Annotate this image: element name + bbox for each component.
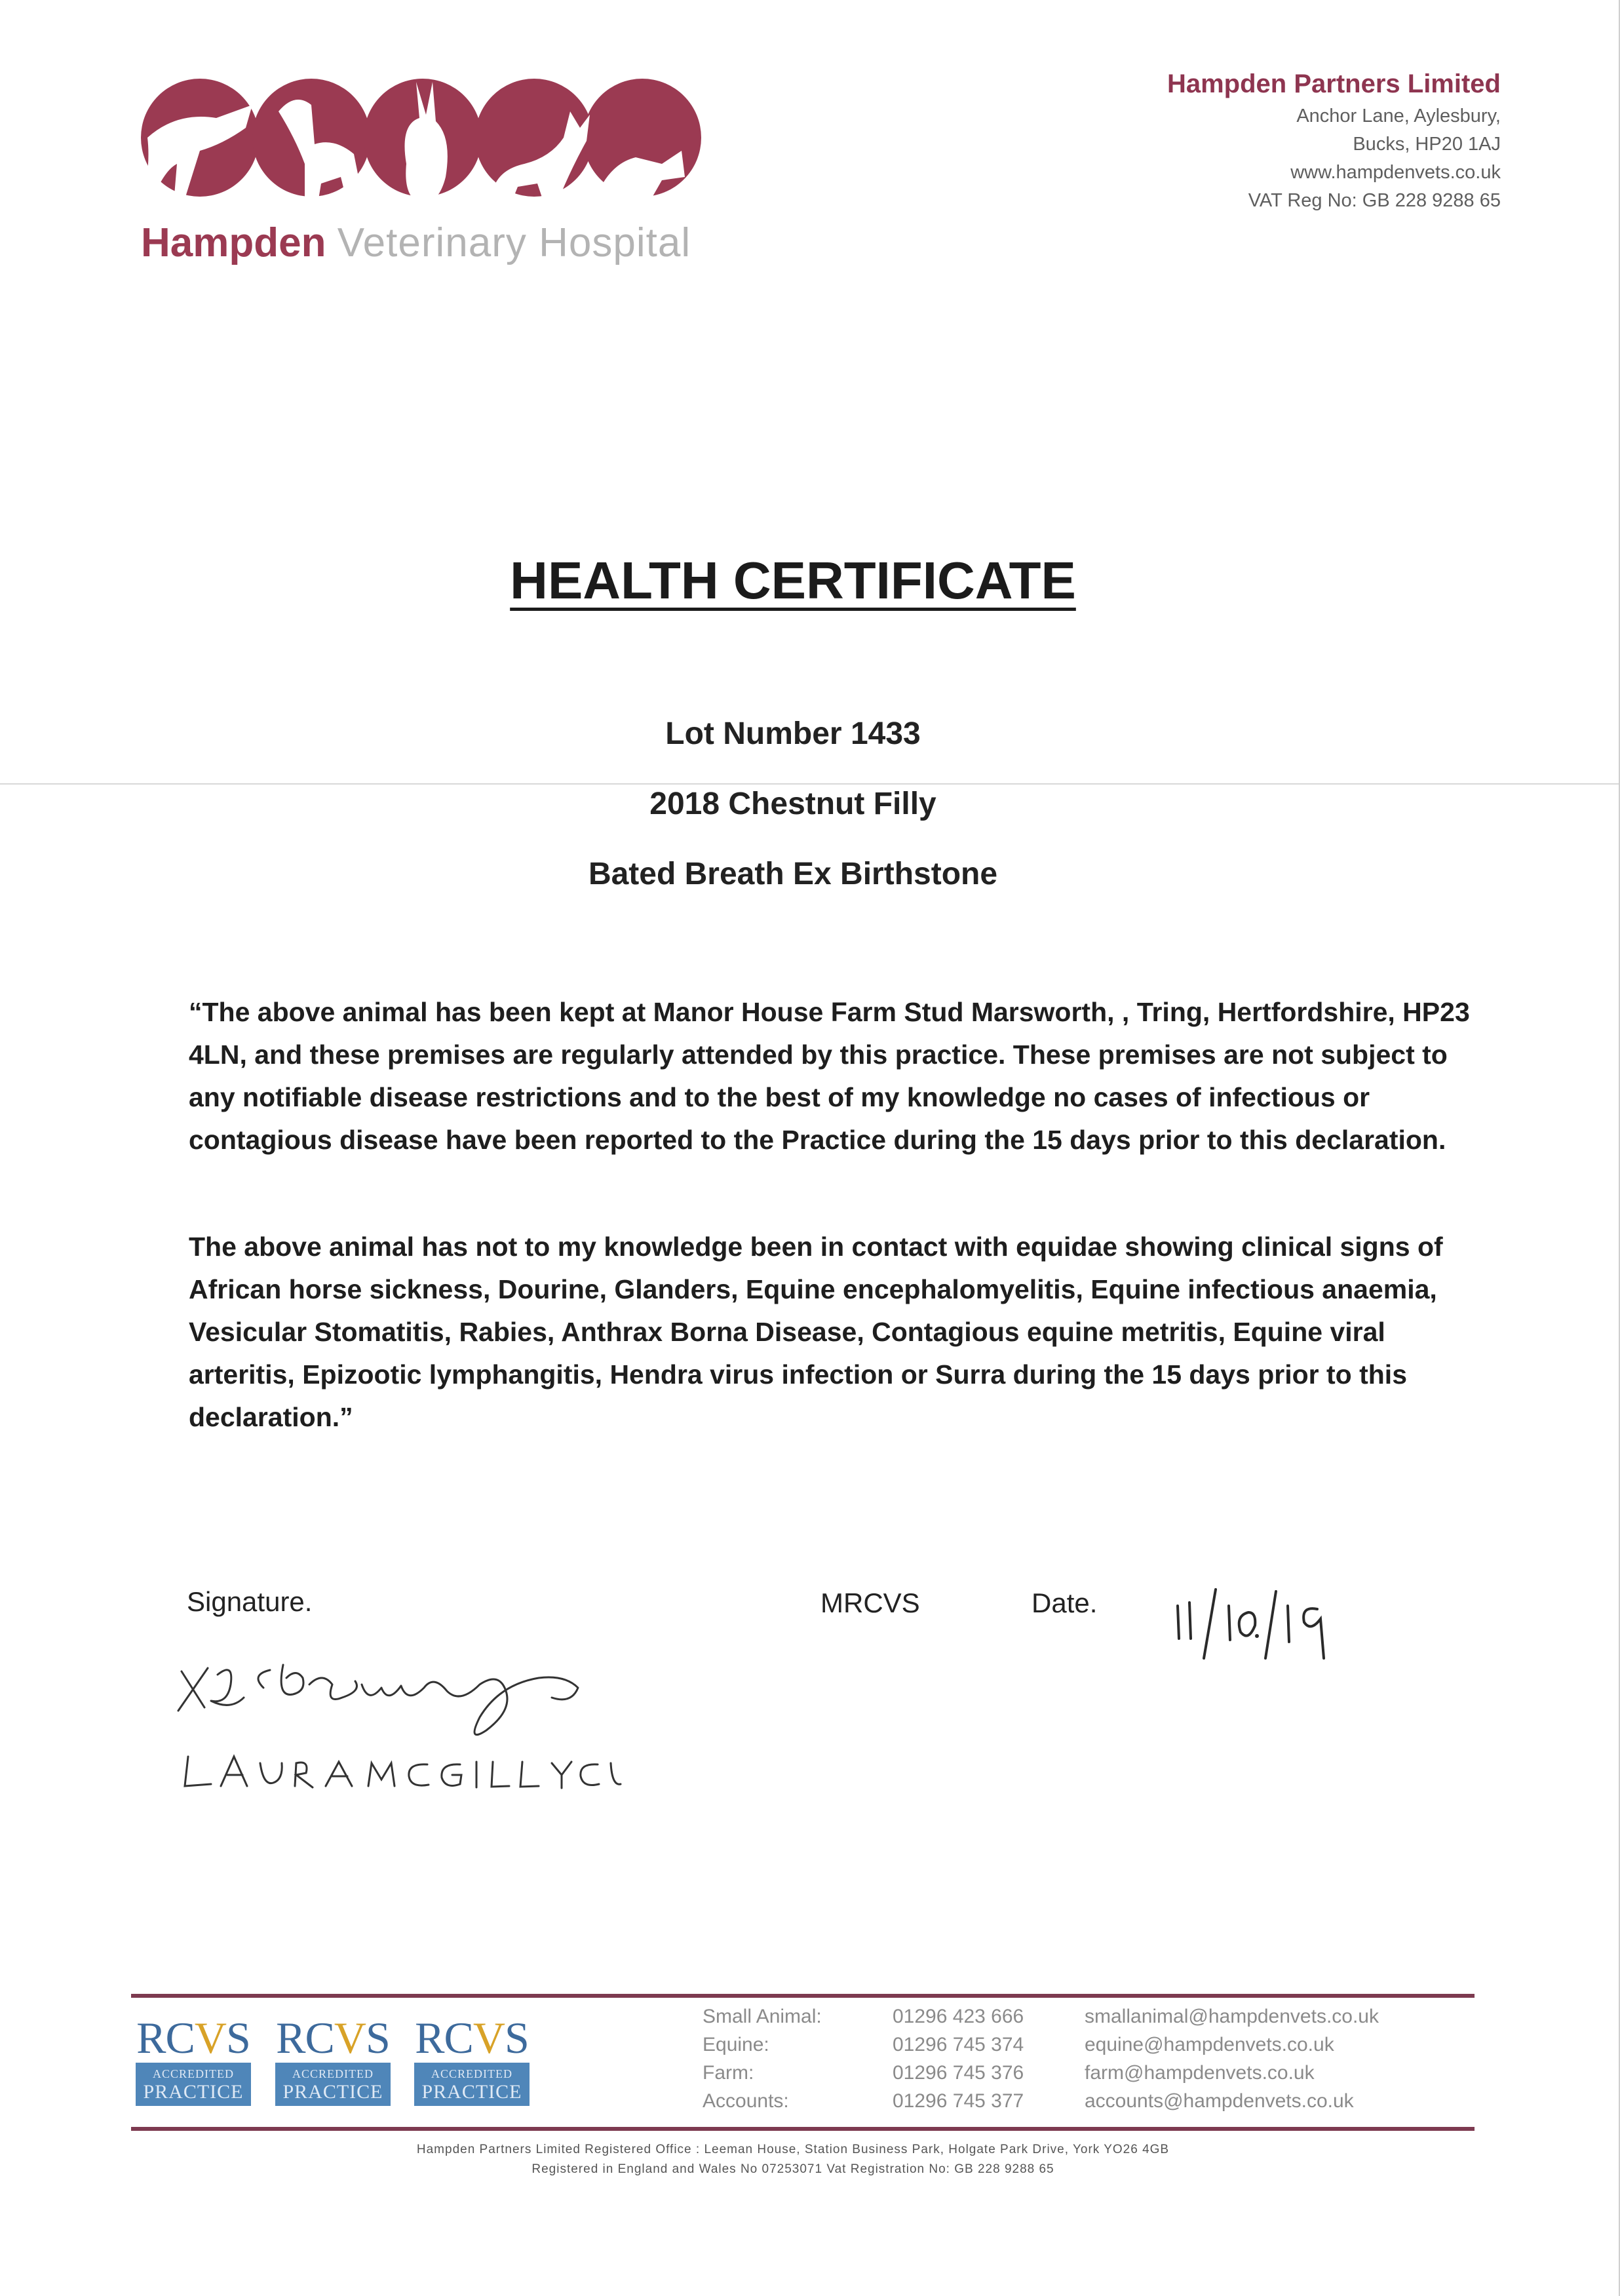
address-line-1: Anchor Lane, Aylesbury, [1296, 106, 1501, 126]
declaration-paragraph-1: “The above animal has been kept at Manor House Farm Stud Marsworth, , Tring, Hertfordshire, HP23 4LN, and these premises are regularly attended by this practice. These premises are not subject to any notifiable disease restrictions and to the best of my knowledge no cases of infectious or contagious disease have been reported to the Practice during the 15 days prior to this declaration. [189, 997, 1470, 1155]
footer-rule-bottom [131, 2127, 1475, 2131]
footer-rule-top [131, 1994, 1475, 1998]
registered-office: Hampden Partners Limited Registered Office : Leeman House, Station Business Park, Holgate Park Drive, York YO26 4GB [416, 2143, 1170, 2156]
rcvs-practice: PRACTICE [421, 2081, 522, 2103]
handwritten-signature [172, 1658, 630, 1822]
contact-phones [893, 2002, 1024, 2115]
declaration-paragraph-2: The above animal has not to my knowledge been in contact with equidae showing clinical signs of African horse sickness, Dourine, Glanders, Equine encephalomyelitis, Equine infectious anaemia, Vesicular Stomatitis, Rabies, Anthrax Borna Disease, Contagious equine metritis, Equine viral arteritis, Epizootic lymphangitis, Hendra virus infection or Surra during the 15 days prior to this declaration.” [189, 1232, 1443, 1432]
website: www.hampdenvets.co.uk [1290, 162, 1501, 183]
dept-email[interactable]: accounts@hampdenvets.co.uk [1085, 2090, 1354, 2112]
mrcvs-label: MRCVS [820, 1587, 920, 1618]
lot-number: Lot Number 1433 [665, 716, 921, 751]
rcvs-accredited: ACCREDITED [153, 2067, 234, 2080]
dept-email[interactable]: equine@hampdenvets.co.uk [1085, 2034, 1334, 2055]
address-line-2: Bucks, HP20 1AJ [1353, 134, 1501, 155]
rcvs-accredited: ACCREDITED [292, 2067, 374, 2080]
dept-label: Farm: [703, 2062, 754, 2084]
dept-phone: 01296 745 376 [893, 2062, 1024, 2084]
handwritten-date [1170, 1586, 1340, 1665]
company-name: Hampden Partners Limited [1167, 69, 1501, 98]
rcvs-logo-word: RCVS [415, 2013, 529, 2063]
dept-phone: 01296 745 374 [893, 2034, 1024, 2055]
registration-number: Registered in England and Wales No 07253071 Vat Registration No: GB 228 9288 65 [531, 2162, 1054, 2176]
dept-label: Accounts: [703, 2090, 789, 2112]
rcvs-logo-word: RCVS [136, 2013, 250, 2063]
practice-logo-text [141, 220, 691, 266]
rcvs-accredited: ACCREDITED [431, 2067, 512, 2080]
dept-label: Small Animal: [703, 2006, 822, 2027]
letterhead-address [1167, 66, 1501, 215]
rcvs-practice: PRACTICE [143, 2081, 244, 2103]
rcvs-practice: PRACTICE [282, 2081, 383, 2103]
logo-subtitle: Veterinary Hospital [337, 220, 691, 265]
date-label: Date. [1032, 1587, 1098, 1618]
contact-emails [1085, 2002, 1379, 2115]
animal-description: 2018 Chestnut Filly [649, 787, 936, 821]
document-title: HEALTH CERTIFICATE [510, 551, 1076, 610]
logo-brand: Hampden [141, 220, 326, 265]
signature-label: Signature. [187, 1586, 313, 1617]
rcvs-badge-2 [274, 2012, 392, 2109]
rcvs-badge-1 [134, 2012, 252, 2109]
contact-departments [703, 2002, 822, 2115]
vat-number: VAT Reg No: GB 228 9288 65 [1248, 190, 1501, 211]
dept-phone: 01296 423 666 [893, 2006, 1024, 2027]
dept-email[interactable]: smallanimal@hampdenvets.co.uk [1085, 2006, 1379, 2027]
dept-label: Equine: [703, 2034, 769, 2055]
rcvs-badge-3 [413, 2012, 531, 2109]
paper-fold-line [0, 783, 1620, 785]
pedigree: Bated Breath Ex Birthstone [588, 857, 998, 891]
dept-email[interactable]: farm@hampdenvets.co.uk [1085, 2062, 1315, 2084]
rcvs-logo-word: RCVS [276, 2013, 390, 2063]
dept-phone: 01296 745 377 [893, 2090, 1024, 2112]
registration-footer [0, 2140, 1586, 2179]
